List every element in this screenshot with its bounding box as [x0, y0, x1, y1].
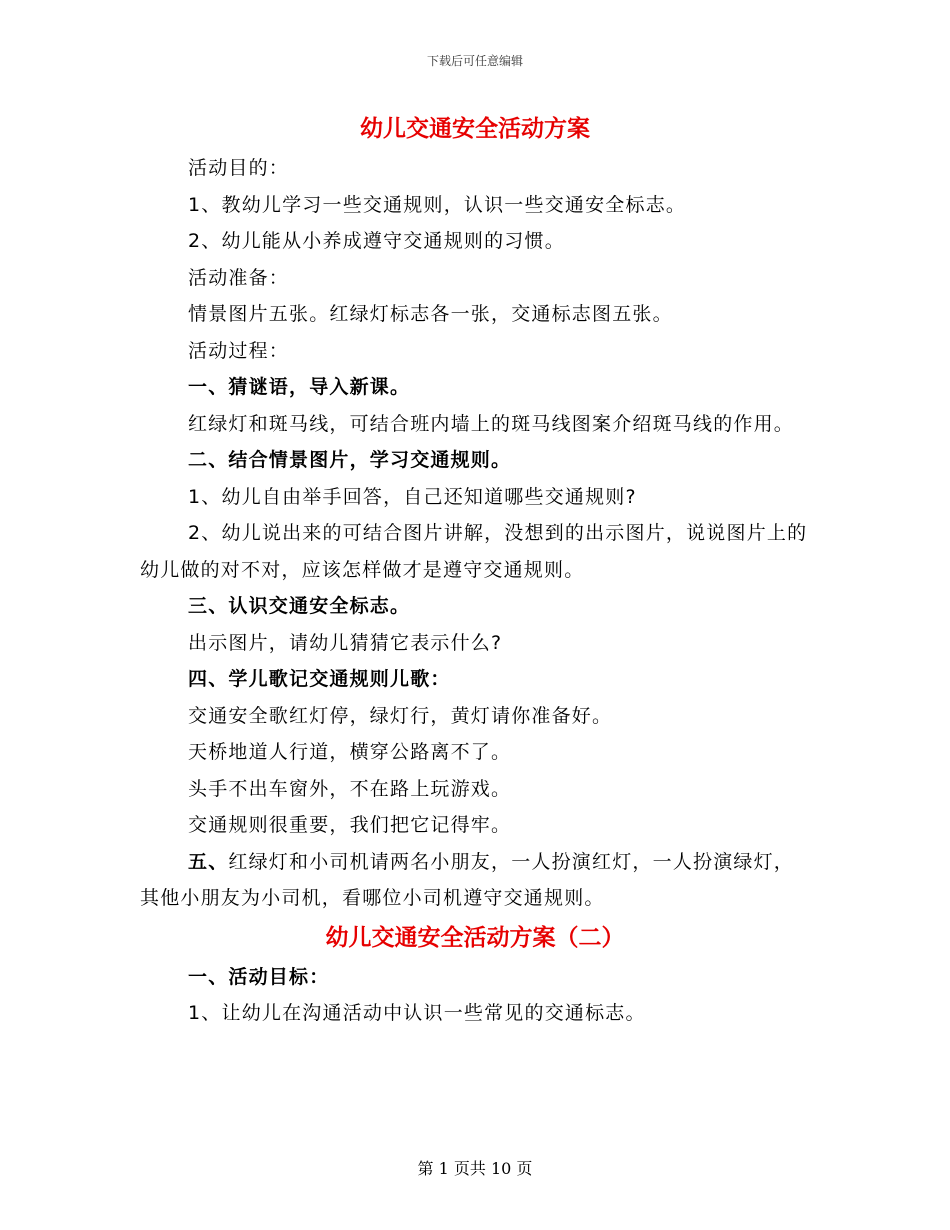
paragraph-rhyme-line-4: 交通规则很重要，我们把它记得牢。: [188, 814, 512, 836]
paragraph-rhyme-line-3: 头手不出车窗外，不在路上玩游戏。: [188, 777, 512, 800]
paragraph-step-2-item-1: 1、幼儿自由举手回答，自己还知道哪些交通规则?: [188, 485, 637, 508]
paragraph-step-1-body: 红绿灯和斑马线，可结合班内墙上的斑马线图案介绍斑马线的作用。: [188, 412, 795, 435]
paragraph-step-2-heading: 二、结合情景图片，学习交通规则。: [188, 449, 512, 471]
paragraph-step-5: [140, 844, 810, 917]
paragraph-section-2-goals-heading: 一、活动目标：: [188, 965, 330, 988]
paragraph-goal-2: 2、幼儿能从小养成遵守交通规则的习惯。: [188, 230, 565, 252]
paragraph-process-heading: 活动过程：: [188, 339, 290, 362]
paragraph-step-4-heading: 四、学儿歌记交通规则儿歌：: [188, 668, 451, 690]
paragraph-step-3-heading: 三、认识交通安全标志。: [188, 595, 411, 617]
document-title: 幼儿交通安全活动方案: [360, 115, 590, 142]
step-5-number: 五、: [188, 850, 229, 873]
section-2-title: 幼儿交通安全活动方案（二）: [325, 923, 625, 951]
paragraph-rhyme-line-1: 交通安全歌红灯停，绿灯行，黄灯请你准备好。: [188, 704, 613, 727]
paragraph-rhyme-line-2: 天桥地道人行道，横穿公路离不了。: [188, 741, 512, 763]
paragraph-step-1-heading: 一、猜谜语，导入新课。: [188, 376, 411, 398]
paragraph-goal-1: 1、教幼儿学习一些交通规则，认识一些交通安全标志。: [188, 193, 687, 216]
document-body: [140, 108, 810, 1032]
page-footer: 第 1 页共 10 页: [417, 1159, 533, 1178]
page-header-note: 下载后可任意编辑: [426, 54, 523, 68]
paragraph-preparation: 情景图片五张。红绿灯标志各一张，交通标志图五张。: [188, 303, 673, 325]
paragraph-step-3-body: 出示图片，请幼儿猜猜它表示什么?: [188, 631, 503, 654]
paragraph-step-2-item-2: 2、幼儿说出来的可结合图片讲解，没想到的出示图片，说说图片上的幼儿做的对不对，应该怎样做才是遵守交通规则。: [140, 522, 808, 581]
paragraph-activity-goals-heading: 活动目的：: [188, 157, 290, 179]
paragraph-preparation-heading: 活动准备：: [188, 266, 290, 289]
paragraph-section-2-goal-1: 1、让幼儿在沟通活动中认识一些常见的交通标志。: [188, 1002, 646, 1024]
step-5-body: 红绿灯和小司机请两名小朋友，一人扮演红灯，一人扮演绿灯，其他小朋友为小司机，看哪位小司机遵守交通规则。: [140, 850, 795, 909]
